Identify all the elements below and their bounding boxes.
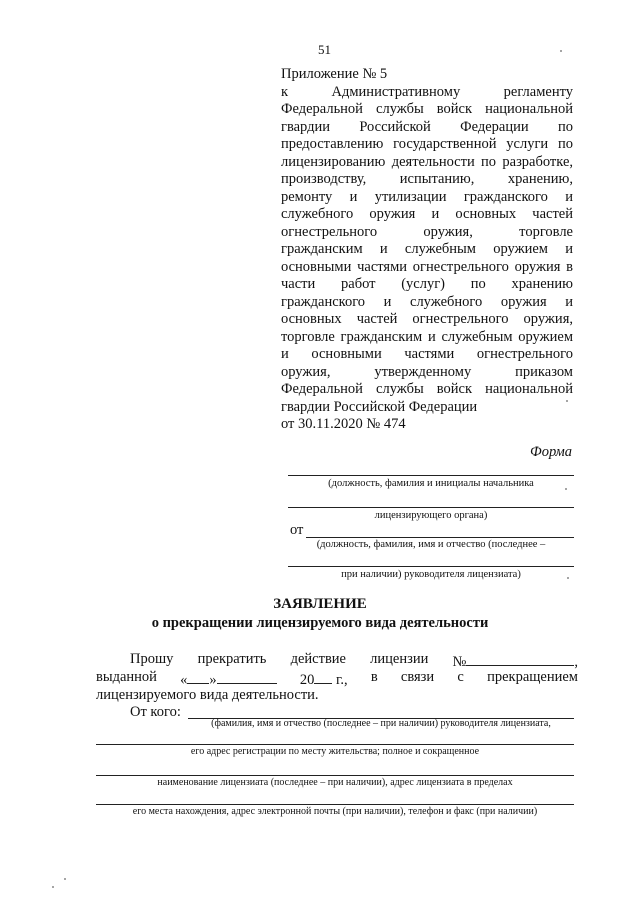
addressee-line[interactable] [288, 475, 574, 476]
appendix-line: лицензированию деятельности по разработке, [281, 153, 573, 170]
appendix-line: огнестрельного оружия, торговле [281, 223, 573, 240]
applicant-info-caption: его адрес регистрации по месту жительства; полное и сокращенное [190, 746, 480, 757]
appendix-line: гвардии Российской Федерации по [281, 118, 573, 135]
applicant-info-line[interactable] [96, 804, 574, 805]
from-who-label: От кого: [130, 704, 181, 720]
request-row-1: Прошу прекратить действие лицензии № , [130, 651, 578, 670]
appendix-line: служебного оружия и основных частей [281, 206, 573, 222]
appendix-line: и основными частями огнестрельного [281, 346, 573, 362]
appendix-line: к Административному регламенту [281, 83, 573, 100]
document-title: ЗАЯВЛЕНИЕ [273, 596, 367, 612]
from-label: от [290, 522, 304, 538]
appendix-line: от 30.11.2020 № 474 [281, 416, 406, 432]
appendix-line: основными частями огнестрельного оружия в [281, 258, 573, 275]
appendix-line: основных частей огнестрельного оружия, [281, 311, 573, 327]
document-subtitle: о прекращении лицензируемого вида деятельности [151, 615, 489, 631]
license-number-field[interactable] [466, 651, 574, 666]
applicant-caption: при наличии) руководителя лицензиата) [341, 569, 521, 580]
scan-speck [560, 50, 562, 52]
appendix-line: оружия, утвержденному приказом [281, 363, 573, 380]
appendix-line: предоставлению государственной услуги по [281, 136, 573, 152]
scan-speck [567, 577, 569, 579]
request-row-2: выданной « » 20 г., в связи с прекращением [96, 669, 578, 688]
issue-year-field[interactable] [314, 669, 332, 684]
scan-speck [52, 886, 54, 888]
appendix-line: торговле гражданским и служебным оружием [281, 328, 573, 345]
scan-speck [565, 488, 567, 490]
appendix-line: части работ (услуг) по хранению [281, 276, 573, 292]
addressee-line[interactable] [288, 507, 574, 508]
applicant-info-caption: (фамилия, имя и отчество (последнее – при наличии) руководителя лицензиата, [211, 718, 551, 729]
appendix-line: Федеральной службы войск национальной [281, 381, 573, 397]
applicant-info-line[interactable] [96, 775, 574, 776]
issue-day-field[interactable] [187, 669, 209, 684]
page-number: 51 [318, 42, 331, 57]
request-line-3: лицензируемого вида деятельности. [96, 687, 319, 703]
appendix-line: Федеральной службы войск национальной [281, 101, 573, 117]
applicant-caption: (должность, фамилия, имя и отчество (последнее – [316, 539, 546, 550]
applicant-info-caption: наименование лицензиата (последнее – при наличии), адрес лицензиата в пределах [157, 777, 513, 788]
scan-speck [64, 878, 66, 880]
scan-speck [566, 400, 568, 402]
appendix-line: гражданским и служебным оружием и [281, 241, 573, 257]
appendix-line: Приложение № 5 [281, 66, 388, 82]
applicant-line[interactable] [306, 537, 574, 538]
appendix-line: производству, испытанию, хранению, [281, 171, 573, 187]
applicant-line[interactable] [288, 566, 574, 567]
addressee-caption: (должность, фамилия и инициалы начальника [328, 478, 534, 489]
appendix-line: ремонту и утилизации гражданского и [281, 188, 573, 205]
applicant-info-caption: его места нахождения, адрес электронной почты (при наличии), телефон и факс (при наличии) [132, 806, 538, 817]
addressee-caption: лицензирующего органа) [374, 510, 488, 521]
issue-month-field[interactable] [217, 669, 277, 684]
appendix-line: гражданского и служебного оружия и [281, 293, 573, 310]
appendix-line: гвардии Российской Федерации [281, 398, 478, 415]
appendix-block [281, 66, 573, 434]
form-label: Форма [530, 444, 572, 460]
applicant-info-line[interactable] [96, 744, 574, 745]
